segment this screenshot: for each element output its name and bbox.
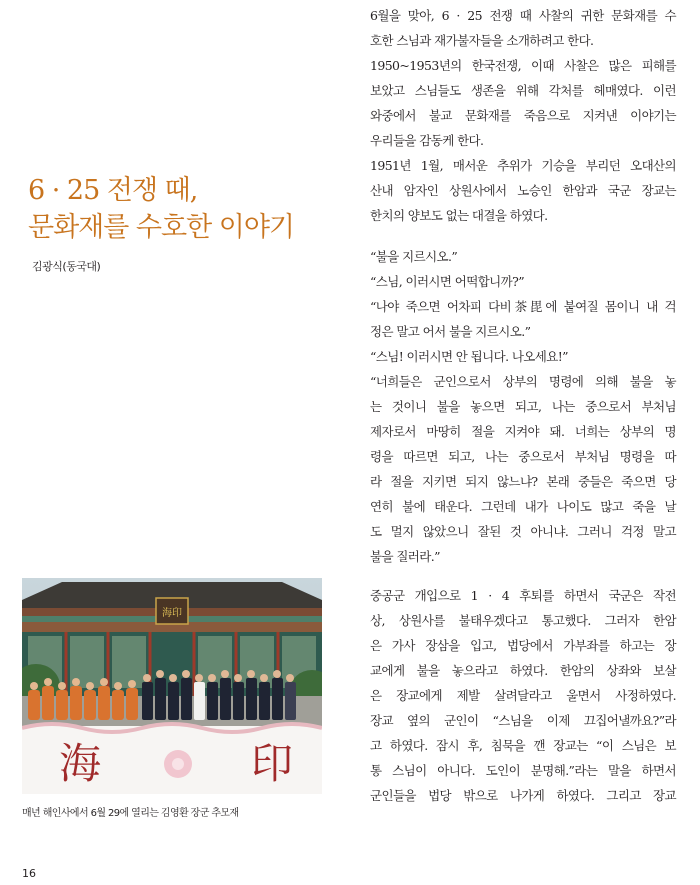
text-line: “나야 죽으면 어차피 다비茶毘에 붙여질 몸이니 내 걱 <box>370 299 676 314</box>
text-line: 와중에서 불교 문화재를 죽음으로 지켜낸 이야기는 <box>370 108 676 123</box>
text-line: 6월을 맞아, 6 · 25 전쟁 때 사찰의 귀한 문화재를 수 <box>370 8 676 23</box>
photo-illustration <box>22 578 322 794</box>
text-line: 통 스님이 아니다. 도인이 분명해.”라는 말을 하면서 <box>370 763 676 778</box>
text-line: 정은 말고 어서 불을 지르시오.” <box>370 324 531 339</box>
body-paragraph-dialogue <box>370 244 676 569</box>
body-paragraph-intro <box>370 3 676 228</box>
text-line: 는 것이니 불을 놓으면 되고, 나는 중으로서 부처님 <box>370 399 676 414</box>
text-line: 1950~1953년의 한국전쟁, 이때 사찰은 많은 피해를 <box>370 58 676 73</box>
text-line: 상, 상원사를 불태우겠다고 통고했다. 그러자 한암 <box>370 613 676 628</box>
author-byline: 김광식(동국대) <box>32 260 101 273</box>
text-line: 은 가사 장삼을 입고, 법당에서 가부좌를 하고는 장 <box>370 638 676 653</box>
text-line: 한치의 양보도 없는 대결을 하였다. <box>370 208 548 223</box>
photo-caption: 매년 해인사에서 6월 29에 열리는 김영환 장군 추모재 <box>22 808 239 819</box>
page-number: 16 <box>22 867 36 880</box>
text-line: 우리들을 감동케 한다. <box>370 133 484 148</box>
banner-left-character: 海 <box>58 739 102 788</box>
memorial-ceremony-photo <box>22 578 322 794</box>
text-line: 령을 따르면 되고, 나는 중으로서 부처님 명령을 따 <box>370 449 676 464</box>
banner-right-character: 印 <box>250 739 294 788</box>
text-line: 고 하였다. 잠시 후, 침묵을 깬 장교는 “이 스님은 보 <box>370 738 676 753</box>
text-line: 제자로서 마땅히 절을 지켜야 돼. 너희는 상부의 명 <box>370 424 676 439</box>
text-line: 은 장교에게 제발 살려달라고 울면서 사정하였다. <box>370 688 676 703</box>
text-line: 군인들을 법당 밖으로 나가게 하였다. 그리고 장교 <box>370 788 676 803</box>
text-line: 연히 불에 태운다. 그런데 내가 나이도 많고 죽을 날 <box>370 499 676 514</box>
text-line: 라 절을 지키면 되지 않느냐? 본래 중들은 죽으면 당 <box>370 474 676 489</box>
text-line: 도 멀지 않았으니 잘된 것 아니냐. 그러니 걱정 말고 <box>370 524 676 539</box>
text-line: “스님, 이러시면 어떡합니까?” <box>370 274 525 289</box>
text-line: 산내 암자인 상원사에서 노승인 한암과 국군 장교는 <box>370 183 676 198</box>
text-line: “스님! 이러시면 안 됩니다. 나오세요!” <box>370 349 568 364</box>
text-line: 1951년 1월, 매서운 추위가 기승을 부리던 오대산의 <box>370 158 676 173</box>
text-line: 불을 질러라.” <box>370 549 440 564</box>
signboard-text: 海印 <box>162 608 182 619</box>
article-title <box>28 172 328 246</box>
text-line: 교에게 불을 놓으라고 하였다. 한암의 상좌와 보살 <box>370 663 676 678</box>
text-line: 중공군 개입으로 1 · 4 후퇴를 하면서 국군은 작전 <box>370 588 676 603</box>
body-paragraph-narrative <box>370 583 676 808</box>
text-line: 장교 옆의 군인이 “스님을 이제 끄집어낼까요?”라 <box>370 713 676 728</box>
text-line: “불을 지르시오.” <box>370 249 458 264</box>
text-line: “너희들은 군인으로서 상부의 명령에 의해 불을 놓 <box>370 374 676 389</box>
article-title-line-2: 문화재를 수호한 이야기 <box>28 212 294 243</box>
text-line: 호한 스님과 재가불자들을 소개하려고 한다. <box>370 33 594 48</box>
text-line: 보았고 스님들도 생존을 위해 각처를 헤매였다. 이런 <box>370 83 676 98</box>
article-title-line-1: 6 · 25 전쟁 때, <box>28 175 198 206</box>
